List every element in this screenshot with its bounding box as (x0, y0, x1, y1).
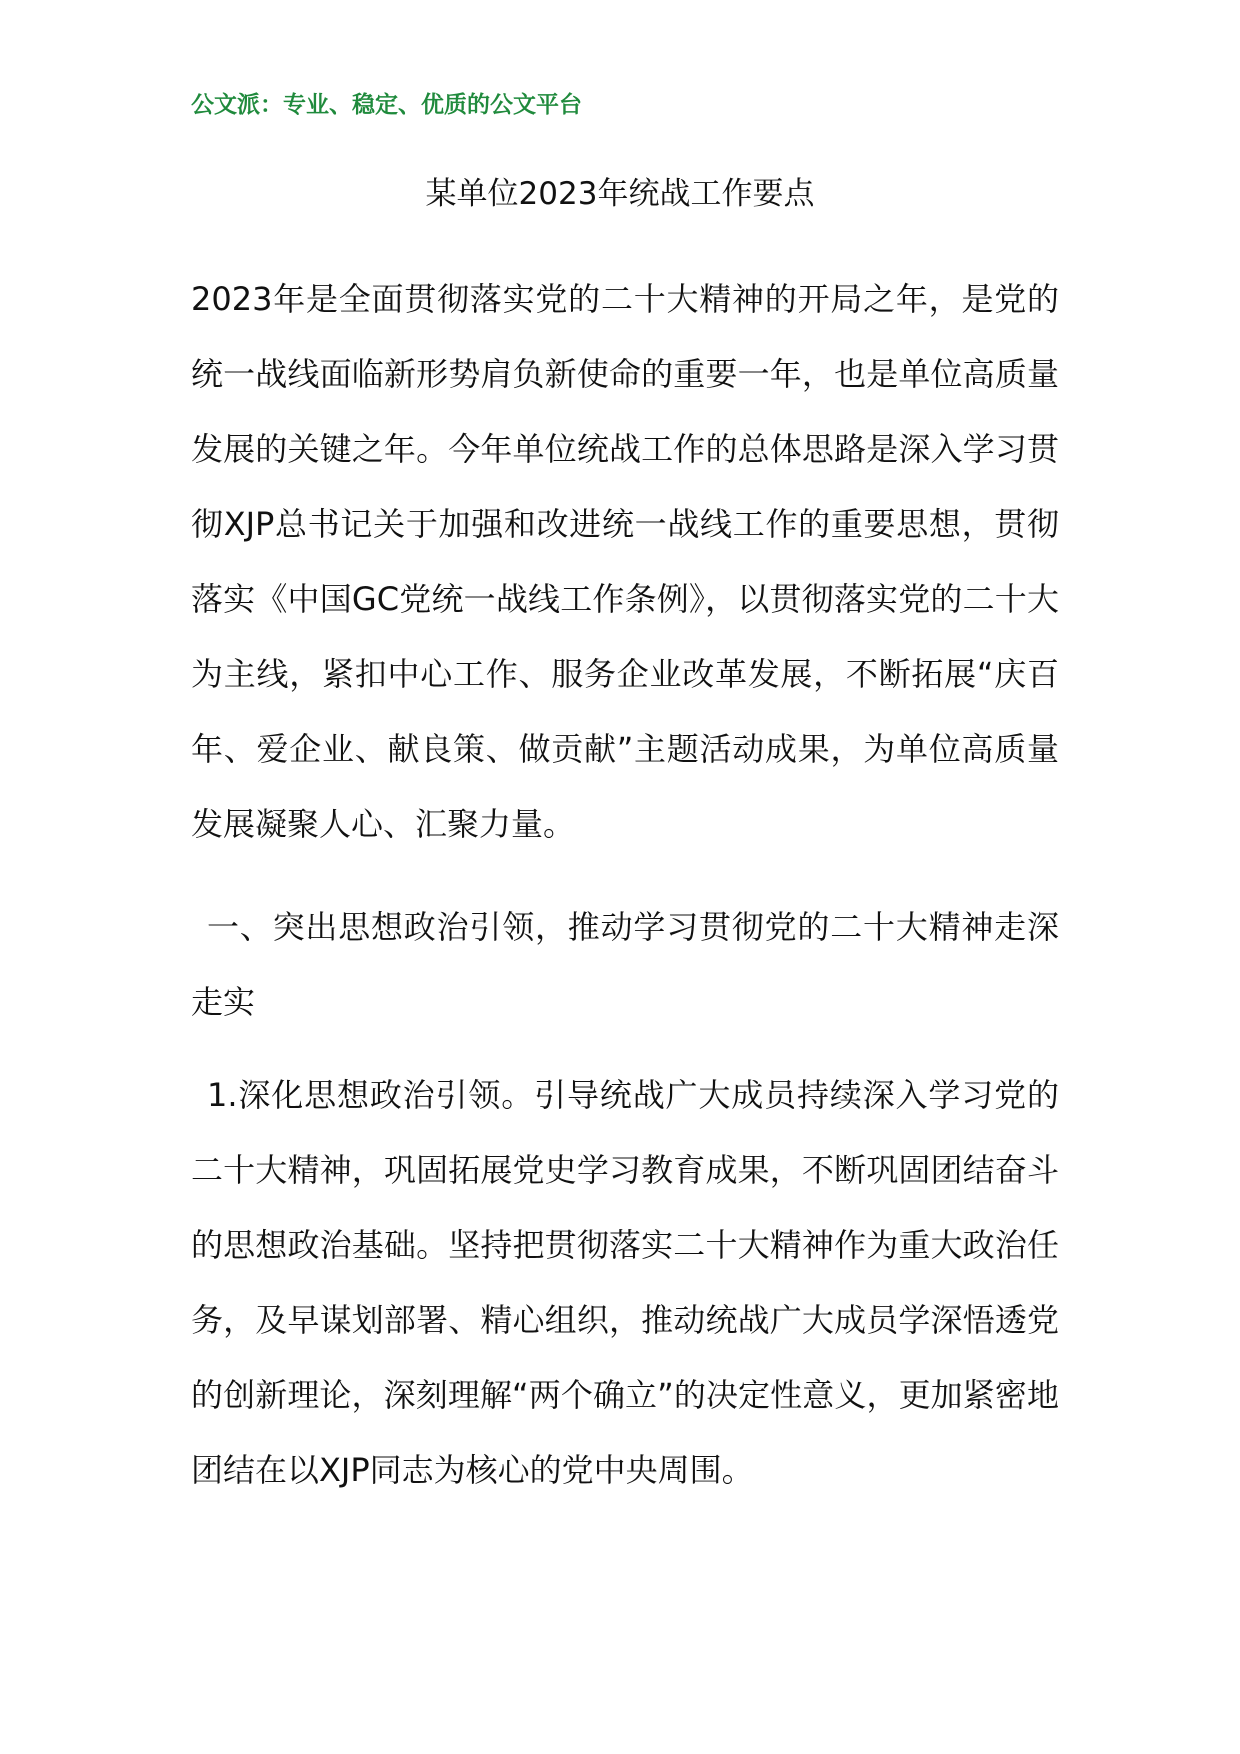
intro-paragraph: 2023年是全面贯彻落实党的二十大精神的开局之年，是党的统一战线面临新形势肩负新使命的重要一年，也是单位高质量发展的关键之年。今年单位统战工作的总体思路是深入学习贯彻XJP总书记关于加强和改进统一战线工作的重要思想，贯彻落实《中国GC党统一战线工作条例》，以贯彻落实党的二十大为主线，紧扣中心工作、服务企业改革发展，不断拓展“庆百年、爱企业、献良策、做贡献”主题活动成果，为单位高质量发展凝聚人心、汇聚力量。 (191, 280, 1059, 843)
document-body (191, 262, 1059, 1508)
section-1-paragraph-1: 1.深化思想政治引领。引导统战广大成员持续深入学习党的二十大精神，巩固拓展党史学习教育成果，不断巩固团结奋斗的思想政治基础。坚持把贯彻落实二十大精神作为重大政治任务，及早谋划部署、精心组织，推动统战广大成员学深悟透党的创新理论，深刻理解“两个确立”的决定性意义，更加紧密地团结在以XJP同志为核心的党中央周围。 (191, 1076, 1059, 1489)
document-title: 某单位2023年统战工作要点 (425, 176, 815, 212)
brand-header: 公文派：专业、稳定、优质的公文平台 (191, 92, 582, 118)
section-heading-1: 一、突出思想政治引领，推动学习贯彻党的二十大精神走深走实 (191, 908, 1059, 1021)
